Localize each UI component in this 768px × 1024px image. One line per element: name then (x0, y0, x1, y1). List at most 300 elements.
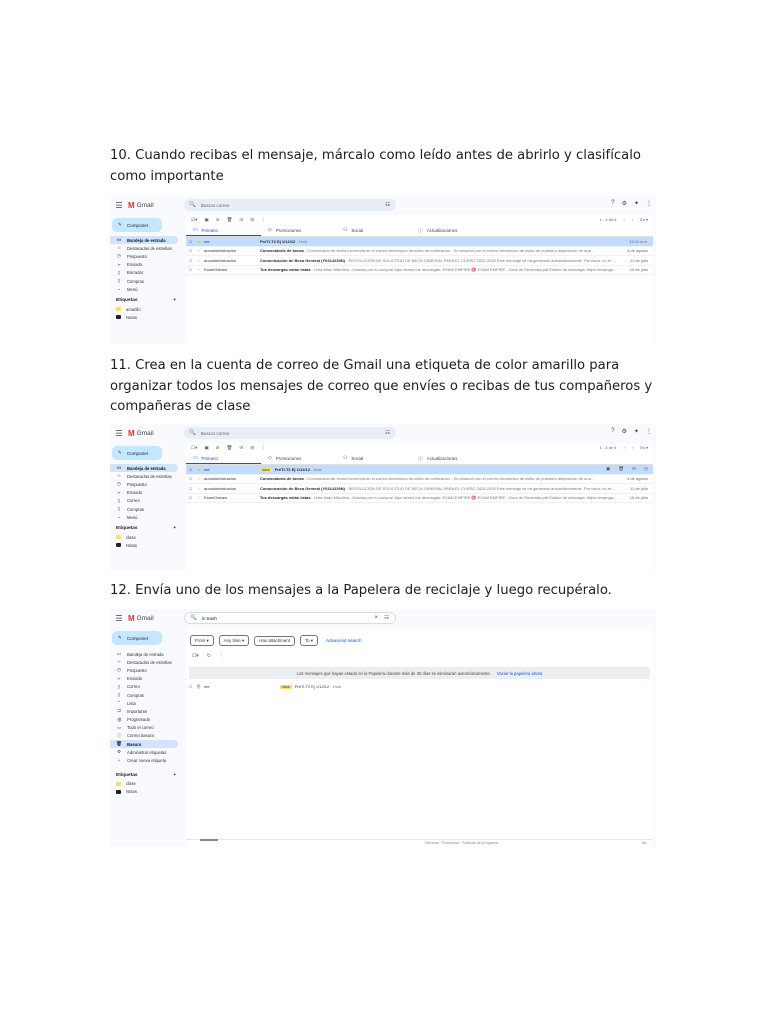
row-subject: Comunicación de Beca General (Y0314239N) (260, 257, 345, 263)
row-checkbox[interactable]: ☐ (188, 248, 193, 254)
star-icon[interactable]: ☆ (196, 267, 201, 273)
nav-list (110, 650, 182, 765)
sidebar (110, 627, 182, 847)
footer-links[interactable]: Términos · Privacidad · Políticas del programa (424, 841, 498, 845)
row-subject: PréTi-T2 Ej 1/12/12 (274, 466, 310, 472)
inbox-icon: ▭ (116, 651, 122, 657)
gmail-m-icon: M (128, 613, 135, 623)
row-subject: Tus descargas están listas (260, 495, 311, 501)
pencil-icon: ✎ (118, 635, 122, 640)
star-icon[interactable]: ☆ (196, 257, 201, 263)
apps-icon[interactable]: ⋮ (646, 201, 652, 207)
row-subject: Convocatoria de becas (260, 248, 304, 254)
star-icon: ☆ (116, 473, 122, 479)
chevron-down-icon: ⌄ (117, 514, 121, 520)
filter-attachment[interactable]: Has attachment (254, 636, 295, 646)
row-sender: ExamGames (204, 495, 228, 501)
row-snippet: - Hola (295, 238, 308, 244)
archive-icon[interactable]: ▣ (204, 217, 209, 222)
gemini-icon[interactable]: ✦ (633, 429, 639, 435)
row-date: 15 de julio (629, 267, 648, 273)
send-icon: ➢ (117, 675, 121, 681)
tab-social[interactable] (336, 453, 411, 464)
nav-item-label: Menú (127, 286, 138, 292)
trash-icon: 🗑 (116, 741, 122, 747)
gmail-logo[interactable] (128, 614, 186, 623)
label-name: clase (126, 534, 136, 540)
nav-scheduled[interactable] (110, 716, 178, 724)
row-snippet: - Hola Arián Maudino, ¡Gracias por tu compra! Aquí tienes tus descargas: EXAM EMPIRE 🎯 EXAM EMPIRE - Guía de Recarrida.pdf Enlace de descarga: https://examga... (310, 267, 617, 273)
nav-item-label: Crear nueva etiqueta (127, 758, 167, 764)
snooze-icon[interactable]: ⊟ (250, 217, 255, 222)
row-subject: PréTi-T2 Ej 1/12/12 (294, 684, 330, 690)
nav-item-label: Destacados de estrellas (127, 245, 172, 251)
row-subject-line (260, 476, 623, 481)
mail-row[interactable] (186, 682, 653, 692)
clock-icon: ◷ (116, 481, 121, 487)
row-snippet: - Hola Arián Maudino, ¡Gracias por tu compra! Aquí tienes tus descargas: EXAM EMPIRE 🎯 EXAM EMPIRE - Guía de Recarrida.pdf Enlace de descarga: https://examga... (310, 495, 617, 501)
tab-label: Primario (201, 227, 218, 233)
snooze-icon[interactable]: ⊟ (250, 445, 255, 450)
gmail-logo[interactable] (128, 201, 186, 210)
input-tools-icon[interactable]: Es ▾ (640, 217, 648, 222)
delete-icon[interactable]: 🗑 (226, 445, 233, 450)
clock-icon: ◷ (116, 253, 121, 259)
nav-item-label: Compras (127, 506, 144, 512)
row-subject: Tus descargas están listas (260, 267, 311, 273)
gmail-brand: Gmail (136, 201, 154, 209)
star-icon[interactable]: ★ (196, 466, 201, 472)
tag-icon: ◇ (268, 228, 272, 233)
row-date: 15 de julio (629, 495, 648, 501)
nav-mail[interactable] (110, 683, 178, 691)
nav-inbox[interactable] (110, 236, 178, 244)
inbox-icon: ▭ (116, 237, 122, 243)
nav-item-label: Enviado (127, 262, 143, 268)
instruction-12: 12. Envía uno de los mensajes a la Papelera de reciclaje y luego recupéralo. (110, 583, 612, 598)
horizontal-scrollbar[interactable] (200, 839, 218, 841)
row-date: 4 de agosto (627, 476, 648, 482)
gmail-screenshot-inbox (110, 196, 656, 344)
labels-header (110, 521, 182, 533)
sidebar (110, 214, 182, 344)
menu-icon[interactable]: ☰ (115, 613, 123, 623)
label-item[interactable] (110, 305, 182, 313)
spam-icon: ⓘ (116, 732, 122, 738)
tab-label: Promociones (275, 228, 302, 233)
nav-item-label: Administrar etiquetas (127, 749, 167, 755)
tab-label: Social (351, 456, 364, 461)
nav-create-label[interactable] (110, 756, 178, 764)
nav-less[interactable] (110, 699, 178, 707)
trash-icon: 🗑 (195, 684, 202, 690)
search-bar[interactable] (184, 612, 396, 624)
select-all-checkbox[interactable]: ☐▾ (191, 445, 198, 450)
label-item[interactable] (110, 533, 182, 541)
pager-text: 1 - 4 de 4 (599, 217, 617, 222)
labels-title: Etiquetas (116, 526, 138, 532)
row-snippet: - Hola (309, 466, 322, 472)
prev-page-icon[interactable]: ‹ (623, 445, 625, 450)
row-sender: me (204, 238, 210, 244)
nav-mail[interactable] (110, 497, 178, 505)
chevron-down-icon: ⌄ (117, 286, 121, 292)
label-color-icon (116, 307, 121, 311)
row-checkbox[interactable]: ☐ (188, 476, 193, 482)
instruction-11: 11. Crea en la cuenta de correo de Gmail una etiqueta de color amarillo para organizar todos los mensajes de correo que envíes o recibas de tus compañeros y compañeras de clase (110, 358, 653, 414)
nav-item-label: Pospuesto (127, 253, 147, 259)
mail-row[interactable] (186, 256, 653, 266)
search-placeholder: Buscar correo (200, 430, 230, 436)
report-spam-icon[interactable]: ⊘ (215, 445, 220, 450)
row-subject-line (260, 486, 623, 491)
delete-icon[interactable]: 🗑 (226, 217, 233, 222)
star-icon[interactable]: ☆ (196, 495, 201, 501)
search-bar[interactable] (184, 199, 396, 211)
row-date: 11 de julio (630, 485, 648, 491)
add-label-icon[interactable]: + (173, 526, 176, 532)
next-page-icon[interactable]: › (631, 445, 634, 450)
row-snippet: - Hola (329, 684, 342, 690)
nav-item-label: Destacados de estrellas (127, 473, 172, 479)
compose-button[interactable] (112, 446, 162, 460)
more-icon[interactable]: ⋮ (218, 654, 224, 659)
nav-all-mail[interactable] (110, 724, 178, 732)
gmail-m-icon: M (128, 428, 135, 438)
row-subject-line (260, 495, 623, 500)
inbox-icon: ▭ (116, 465, 122, 471)
advanced-search-link[interactable]: Advanced search (326, 638, 362, 643)
labels-title: Etiquetas (116, 772, 138, 778)
gmail-brand: Gmail (136, 614, 154, 622)
prev-page-icon[interactable]: ‹ (623, 217, 625, 222)
delete-icon[interactable]: 🗑 (618, 466, 625, 472)
label-item[interactable] (110, 780, 182, 788)
row-subject: PréTi-T2 Ej 1/12/12 (260, 238, 296, 244)
mail-row[interactable] (186, 465, 653, 475)
nav-starred[interactable] (110, 472, 178, 480)
nav-purchases[interactable] (110, 505, 178, 513)
label-item[interactable] (110, 541, 182, 549)
row-hover-actions (606, 466, 653, 472)
tab-promotions[interactable] (261, 453, 336, 464)
nav-item-label: Bandeja de entrada (127, 465, 166, 471)
row-date: 11 de julio (630, 257, 648, 263)
row-snippet: - RESOLUCIÓN DE SOLICITUD DE BECA GENERAL PARA EL CURSO 2025-2026 Este mensaje se ha generado automáticamente. Por favor, no re... (344, 257, 615, 263)
row-sender: auxadministración (204, 248, 237, 254)
star-icon: ☆ (116, 245, 122, 251)
draft-icon: ▯ (117, 683, 121, 689)
menu-icon[interactable]: ☰ (115, 200, 123, 210)
nav-purchases[interactable] (110, 691, 178, 699)
label-color-icon (116, 543, 121, 547)
archive-icon[interactable]: ▣ (204, 445, 209, 450)
help-icon[interactable]: ? (611, 200, 615, 206)
nav-item-label: Menú (127, 514, 138, 520)
nav-item-label: Borrador (127, 270, 144, 276)
header-icons (611, 428, 652, 435)
nav-item-label: Programado (127, 717, 151, 723)
send-icon: ➢ (117, 489, 121, 495)
settings-icon[interactable]: ⚙ (621, 429, 627, 435)
nav-item-label: Pospuesto (127, 667, 147, 673)
nav-item-label: Compras (127, 692, 144, 698)
nav-inbox[interactable] (110, 650, 178, 658)
nav-item-label: Pospuesto (127, 481, 147, 487)
instruction-10: 10. Cuando recibas el mensaje, márcalo como leído antes de abrirlo y clasifícalo como importante (110, 148, 641, 184)
search-options-icon[interactable]: ☷ (385, 202, 390, 208)
row-subject: Convocatoria de becas (260, 476, 304, 482)
nav-more[interactable] (110, 285, 178, 293)
row-checkbox[interactable]: ☑ (188, 466, 193, 472)
nav-inbox[interactable] (110, 464, 178, 472)
label-color-icon (116, 782, 121, 786)
more-icon[interactable]: ⋮ (261, 217, 266, 222)
search-icon[interactable]: 🔍 (189, 430, 196, 436)
tag-icon: ▯ (117, 278, 121, 284)
nav-spam[interactable] (110, 732, 178, 740)
more-icon[interactable]: ⋮ (261, 445, 266, 450)
label-tag: clase (282, 685, 290, 690)
row-checkbox[interactable]: ☐ (188, 267, 193, 273)
nav-drafts[interactable] (110, 269, 178, 277)
info-icon: ⓘ (418, 229, 423, 234)
compose-button[interactable] (112, 631, 162, 645)
row-sender: auxadministración (204, 476, 237, 482)
plus-icon: + (117, 758, 121, 764)
mail-row[interactable] (186, 484, 653, 494)
nav-item-label: Correo (127, 498, 140, 504)
search-filter-chips (186, 628, 653, 646)
clock-icon: ◷ (116, 667, 121, 673)
nav-item-label: Enviado (127, 676, 143, 682)
apps-icon[interactable]: ⋮ (646, 429, 652, 435)
nav-list (110, 236, 182, 293)
row-subject-line (260, 258, 623, 263)
row-checkbox[interactable]: ☑ (188, 238, 193, 244)
search-input[interactable]: in:trash (201, 615, 217, 621)
mark-unread-icon[interactable]: ✉ (239, 217, 244, 222)
compose-button[interactable] (112, 218, 162, 232)
tab-updates[interactable] (411, 453, 486, 464)
gmail-screenshot-trash (110, 609, 656, 847)
mail-row[interactable] (186, 266, 653, 276)
people-icon: ⚇ (343, 456, 348, 461)
trash-notice (189, 667, 650, 679)
gmail-m-icon: M (128, 200, 135, 210)
mail-list-panel (186, 443, 653, 570)
tab-label: Primario (201, 455, 218, 461)
tab-promotions[interactable] (261, 225, 336, 236)
add-label-icon[interactable]: + (173, 772, 176, 778)
nav-snoozed[interactable] (110, 480, 178, 488)
search-options-icon[interactable]: ☷ (385, 430, 390, 436)
mail-row[interactable] (186, 494, 653, 504)
gmail-logo[interactable] (128, 429, 186, 438)
label-name: Notas (126, 314, 137, 320)
mail-row[interactable] (186, 237, 653, 247)
tab-primary[interactable] (186, 225, 261, 236)
tab-label: Actualizaciones (426, 456, 458, 461)
row-subject-line (260, 239, 623, 244)
labels-title: Etiquetas (116, 298, 138, 304)
compose-label: Componer (126, 635, 149, 641)
gmail-brand: Gmail (136, 429, 154, 437)
search-options-icon[interactable]: ☷ (384, 615, 389, 621)
mail-row[interactable] (186, 247, 653, 257)
star-icon[interactable]: ☆ (196, 248, 201, 254)
mark-unread-icon[interactable]: ✉ (239, 445, 244, 450)
star-icon[interactable]: ☆ (196, 476, 201, 482)
nav-sent[interactable] (110, 675, 178, 683)
nav-snoozed[interactable] (110, 252, 178, 260)
row-sender: auxadministración (204, 485, 237, 491)
gmail-screenshot-labels (110, 424, 656, 570)
sidebar (110, 442, 182, 570)
nav-starred[interactable] (110, 244, 178, 252)
label-color-icon (116, 790, 121, 794)
label-name: amarillo (126, 306, 141, 312)
gmail-header (110, 196, 656, 214)
pencil-icon: ✎ (118, 222, 122, 227)
important-icon: ⊐ (117, 708, 121, 714)
pager (600, 217, 648, 222)
notice-text: Los mensajes que hayan estado en la Papelera durante más de 30 días se eliminarán automáticamente. (296, 670, 491, 676)
snooze-icon[interactable]: ◷ (643, 466, 648, 472)
nav-item-label: Bandeja de entrada (127, 237, 166, 243)
tag-icon: ▯ (117, 692, 121, 698)
nav-starred[interactable] (110, 658, 178, 666)
nav-purchases[interactable] (110, 277, 178, 285)
label-color-icon (116, 535, 121, 539)
row-subject: Comunicación de Beca General (Y0314239N) (260, 485, 345, 491)
row-sender: ExamGames (204, 267, 228, 273)
row-snippet: - RESOLUCIÓN DE SOLICITUD DE BECA GENERAL PARA EL CURSO 2025-2026 Este mensaje se ha generado automáticamente. Por favor, no re... (344, 485, 615, 491)
tab-updates[interactable] (411, 225, 486, 236)
row-subject-line (260, 248, 623, 253)
nav-important[interactable] (110, 707, 178, 715)
row-date: 4 de agosto (627, 248, 648, 254)
tab-primary[interactable] (186, 453, 261, 464)
settings-icon[interactable]: ⚙ (621, 201, 627, 207)
nav-sent[interactable] (110, 261, 178, 269)
tab-social[interactable] (336, 225, 411, 236)
nav-sent[interactable] (110, 489, 178, 497)
gear-icon: ⚙ (116, 749, 122, 755)
send-icon: ➢ (117, 261, 121, 267)
list-toolbar (186, 215, 653, 225)
nav-more[interactable] (110, 513, 178, 521)
input-tools-icon[interactable]: Es ▾ (640, 445, 648, 450)
nav-item-label: Bandeja de entrada (127, 651, 164, 657)
filter-to[interactable]: To ▾ (300, 635, 318, 646)
pager-text: 1 - 4 de 4 (599, 445, 617, 450)
search-placeholder: Buscar correo (200, 202, 230, 208)
nav-item-label: Compras (127, 278, 144, 284)
star-icon[interactable]: ☆ (196, 485, 201, 491)
inbox-icon: ▭ (193, 227, 198, 233)
nav-list (110, 464, 182, 521)
help-icon[interactable]: ? (611, 428, 615, 434)
row-checkbox[interactable]: ☐ (188, 485, 193, 491)
pager (600, 445, 648, 450)
row-subject-line (280, 684, 653, 689)
mail-list-panel (186, 628, 653, 847)
label-tag: clase (262, 467, 270, 472)
nav-item-label: Correo (127, 684, 140, 690)
all-mail-icon: ▭ (116, 724, 122, 730)
menu-icon[interactable]: ☰ (115, 428, 123, 438)
row-subject-line (260, 267, 623, 272)
select-all-checkbox[interactable]: ☐▾ (192, 654, 199, 659)
nav-item-label: Lista (127, 700, 136, 706)
gmail-header (110, 424, 656, 442)
draft-icon: ▯ (117, 269, 121, 275)
tab-label: Social (351, 228, 364, 233)
tab-label: Promociones (275, 456, 302, 461)
search-icon[interactable]: 🔍 (190, 615, 197, 621)
row-sender: me (204, 466, 210, 472)
row-sender: me (204, 684, 210, 690)
filter-from[interactable]: From ▾ (190, 635, 214, 646)
labels-header (110, 765, 182, 780)
nav-item-label: Todo el correo (127, 725, 154, 731)
label-name: clase (126, 781, 136, 787)
list-toolbar (186, 443, 653, 453)
clear-search-icon[interactable]: × (374, 615, 378, 621)
gmail-header (110, 609, 656, 627)
mail-row[interactable] (186, 475, 653, 485)
select-all-checkbox[interactable]: ☑▾ (191, 217, 198, 222)
gemini-icon[interactable]: ✦ (633, 201, 639, 207)
list-toolbar (186, 646, 653, 659)
nav-item-label: Enviado (127, 490, 143, 496)
refresh-icon[interactable]: ↻ (206, 654, 211, 659)
add-label-icon[interactable]: + (173, 298, 176, 304)
empty-trash-link[interactable]: Vaciar la papelera ahora (496, 670, 543, 676)
nav-item-label: Basura (127, 741, 142, 747)
label-item[interactable] (110, 313, 182, 321)
inbox-icon: ▭ (193, 455, 198, 461)
report-spam-icon[interactable]: ⊘ (215, 217, 220, 222)
label-name: Notas (126, 789, 137, 795)
nav-item-label: Importante (127, 708, 148, 714)
header-icons (611, 200, 652, 207)
next-page-icon[interactable]: › (631, 217, 634, 222)
star-icon[interactable]: ★ (196, 238, 201, 244)
archive-icon[interactable]: ▣ (605, 466, 611, 472)
filter-time[interactable]: Any time ▾ (219, 635, 250, 646)
people-icon: ⚇ (343, 228, 348, 233)
row-subject-line (260, 467, 606, 472)
compose-label: Componer (126, 450, 149, 456)
mark-read-icon[interactable]: ✉ (632, 466, 636, 472)
nav-trash[interactable] (110, 740, 178, 748)
row-checkbox[interactable]: ☐ (188, 684, 193, 690)
pencil-icon: ✎ (118, 450, 122, 455)
search-icon[interactable]: 🔍 (189, 202, 196, 208)
scheduled-icon: ⇶ (117, 716, 121, 722)
info-icon: ⓘ (418, 457, 423, 462)
row-checkbox[interactable]: ☐ (188, 257, 193, 263)
row-checkbox[interactable]: ☐ (188, 495, 193, 501)
nav-snoozed[interactable] (110, 666, 178, 674)
search-bar[interactable] (184, 427, 396, 439)
label-item[interactable] (110, 788, 182, 796)
tag-icon: ◇ (268, 456, 272, 461)
row-snippet: - Comunicado de fecha incorrecta en el correo electrónico de aviso de notificación - En relación con el correo electrónico de aviso de puesta a disposición de una... (303, 248, 595, 254)
nav-manage-labels[interactable] (110, 748, 178, 756)
